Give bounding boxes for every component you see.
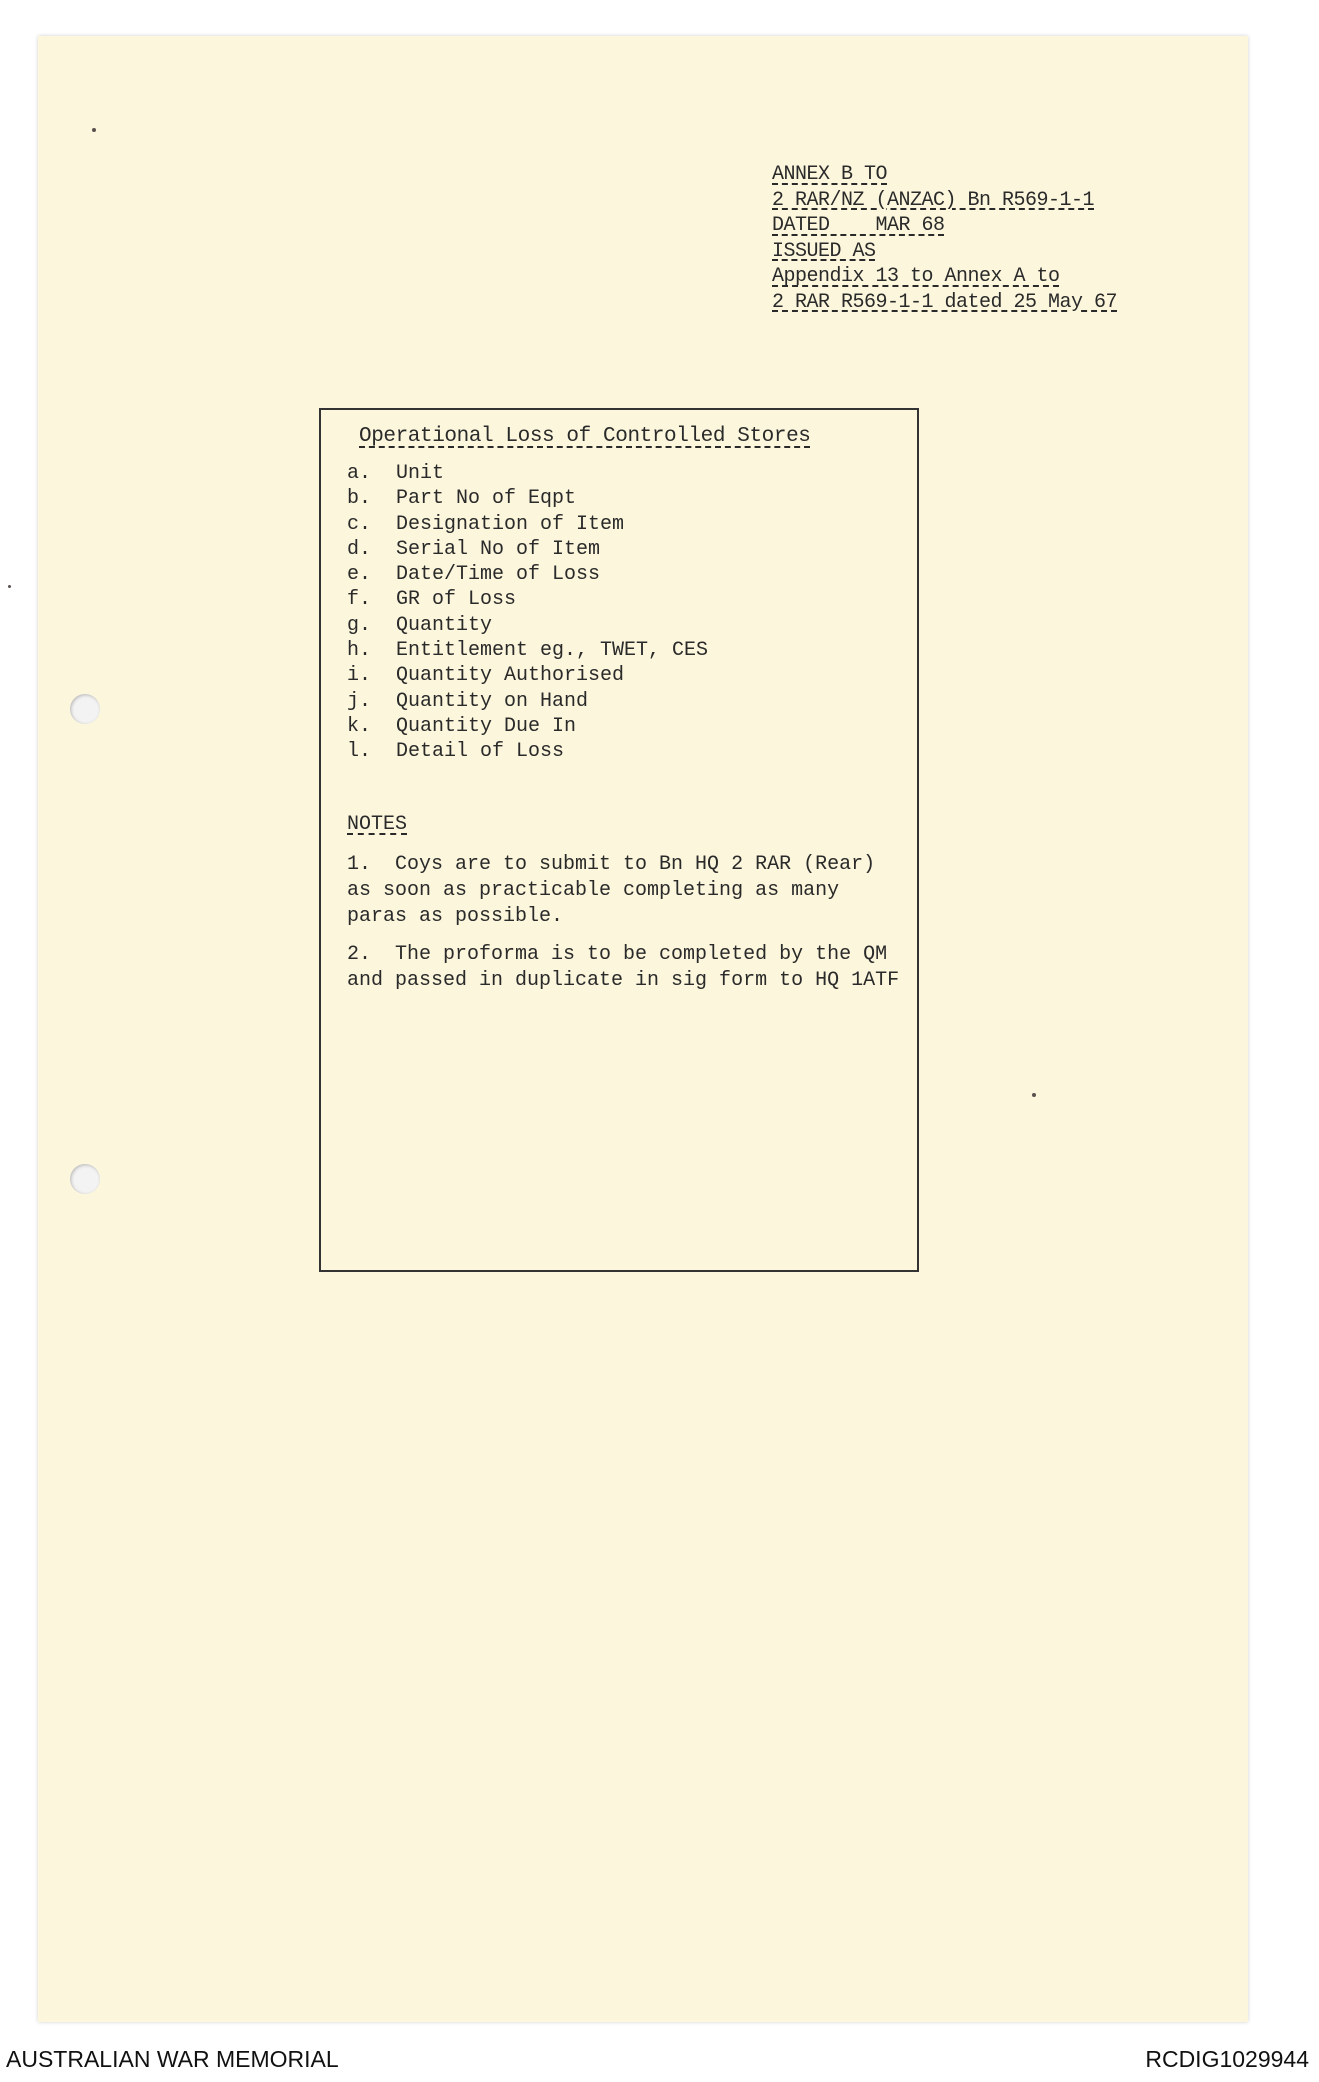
item-letter: l.	[347, 740, 372, 764]
notes-heading: NOTES	[347, 813, 408, 836]
ref-line: 2 RAR/NZ (ANZAC) Bn R569-1-1	[772, 188, 1095, 212]
footer-archive-name: AUSTRALIAN WAR MEMORIAL	[6, 2046, 339, 2072]
item-text: GR of Loss	[396, 588, 517, 612]
list-item	[347, 714, 708, 739]
item-letter: d.	[347, 537, 372, 561]
item-text: Quantity on Hand	[396, 689, 589, 713]
ref-line: ANNEX B TO	[772, 163, 888, 186]
ref-line: ISSUED AS	[772, 239, 876, 263]
item-letter: k.	[347, 714, 372, 738]
note-2: 2. The proforma is to be completed by the QM and passed in duplicate in sig form to HQ 1ATF	[347, 943, 900, 992]
list-item	[347, 739, 708, 764]
list-item	[347, 512, 708, 537]
item-text: Part No of Eqpt	[396, 487, 577, 511]
paper-speck	[1032, 1093, 1036, 1097]
punch-hole-bottom	[70, 1164, 100, 1194]
footer-document-id: RCDIG1029944	[1145, 2046, 1309, 2072]
item-letter: b.	[347, 487, 372, 511]
annex-reference-block	[772, 162, 1117, 315]
item-letter: i.	[347, 664, 372, 688]
item-text: Designation of Item	[396, 512, 625, 536]
punch-hole-top	[70, 694, 100, 724]
ref-line: DATED MAR 68	[772, 214, 945, 237]
list-item	[347, 638, 708, 663]
item-letter: f.	[347, 588, 372, 612]
list-item	[347, 587, 708, 612]
list-item	[347, 689, 708, 714]
item-text: Quantity Authorised	[396, 664, 625, 688]
item-letter: j.	[347, 689, 372, 713]
ref-line: Appendix 13 to Annex A to	[772, 265, 1060, 288]
item-text: Detail of Loss	[396, 740, 565, 764]
item-text: Entitlement eg., TWET, CES	[396, 639, 709, 663]
item-text: Serial No of Item	[396, 537, 601, 561]
paper-speck	[8, 585, 11, 588]
item-text: Date/Time of Loss	[396, 563, 601, 587]
list-item	[347, 613, 708, 638]
note-1: 1. Coys are to submit to Bn HQ 2 RAR (Rear) as soon as practicable completing as many paras as possible.	[347, 853, 876, 928]
form-item-list	[347, 461, 708, 765]
item-letter: a.	[347, 462, 372, 485]
item-text: Unit	[396, 462, 445, 485]
list-item	[347, 663, 708, 688]
paper-speck	[92, 128, 96, 132]
item-letter: h.	[347, 639, 372, 663]
item-letter: g.	[347, 613, 372, 637]
list-item	[347, 537, 708, 562]
ref-line: 2 RAR R569-1-1 dated 25 May 67	[772, 290, 1118, 314]
item-text: Quantity	[396, 613, 493, 637]
item-letter: e.	[347, 563, 372, 587]
list-item	[347, 486, 708, 511]
list-item	[347, 461, 708, 486]
form-title: Operational Loss of Controlled Stores	[359, 425, 811, 448]
list-item	[347, 562, 708, 587]
item-letter: c.	[347, 512, 372, 536]
item-text: Quantity Due In	[396, 714, 577, 738]
